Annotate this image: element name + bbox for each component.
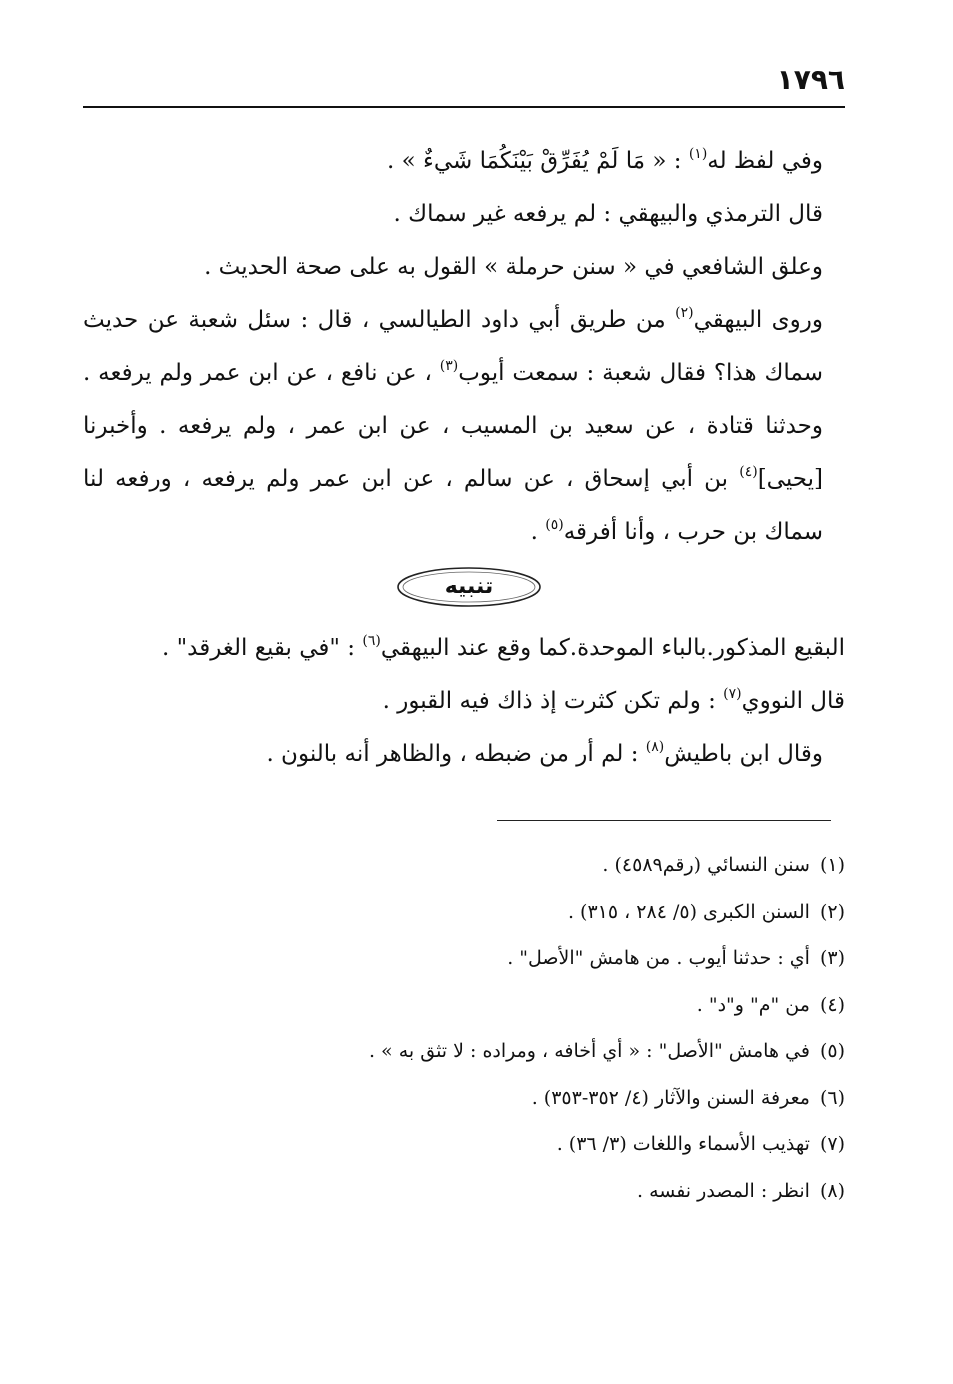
paragraph-text: قال النووي bbox=[741, 688, 845, 714]
page-number: ١٧٩٦ bbox=[776, 63, 845, 96]
footnote-6 bbox=[200, 1075, 845, 1122]
paragraph-text: : ولم تكن كثرت إذ ذاك فيه القبور . bbox=[382, 688, 724, 714]
footnote-5 bbox=[200, 1028, 845, 1075]
footnote-text: أي : حدثنا أيوب . من هامش "الأصل" . bbox=[507, 947, 810, 969]
paragraph-text: وعلق الشافعي في « سنن حرملة » القول به على صحة الحديث . bbox=[204, 254, 823, 280]
paragraph-text: ، عن نافع ، عن ابن عمر ولم يرفعه . وحدثنا قتادة ، عن سعيد بن المسيب ، عن ابن عمر ، ولم يرفعه . وأخبرنا [يحيى] bbox=[83, 360, 823, 492]
footnote-2 bbox=[200, 889, 845, 936]
footnote-number: (٦) bbox=[819, 1086, 845, 1109]
paragraph-tirmidhi bbox=[83, 188, 845, 241]
footnote-number: (٢) bbox=[819, 900, 845, 923]
footnote-ref: (٨) bbox=[645, 739, 665, 755]
footnote-number: (٣) bbox=[819, 947, 845, 969]
footnote-text: في هامش "الأصل" : « أي أخافه ، ومراده : لا تثق به » . bbox=[368, 1040, 810, 1062]
paragraph-text: : « مَا لَمْ يُفَرِّقْ بَيْنَكُمَا شَيءٌ » . bbox=[387, 148, 689, 174]
footnote-number: (١) bbox=[819, 854, 845, 876]
paragraph-text: وقال ابن باطيش bbox=[664, 741, 823, 767]
footnote-number: (٧) bbox=[819, 1133, 845, 1155]
paragraph-text: . bbox=[530, 519, 546, 545]
paragraph-text: وروى البيهقي bbox=[693, 307, 824, 333]
footnote-number: (٨) bbox=[819, 1179, 845, 1202]
notice-heading bbox=[396, 566, 542, 608]
paragraph-lafz bbox=[83, 135, 845, 188]
footnote-7 bbox=[200, 1121, 845, 1168]
paragraph-text: البقيع المذكور.بالباء الموحدة.كما وقع عند البيهقي bbox=[380, 635, 845, 661]
footnote-3 bbox=[200, 935, 845, 982]
footnote-ref: (٢) bbox=[675, 305, 694, 321]
notice-title: تنبيه bbox=[444, 574, 494, 599]
footnote-text: السنن الكبرى (٥/ ٢٨٤ ، ٣١٥) . bbox=[567, 900, 810, 923]
notice-paragraph-batish bbox=[83, 728, 845, 781]
paragraph-text: : "في بقيع الغرقد" . bbox=[161, 635, 363, 661]
paragraph-text: وفي لفظ له bbox=[707, 148, 823, 174]
paragraph-text: : لم أر من ضبطه ، والظاهر أنه بالنون . bbox=[266, 741, 646, 767]
paragraph-text: بن أبي إسحاق ، عن سالم ، عن ابن عمر ولم يرفعه ، ورفعه لنا سماك بن حرب ، وأنا أفرقه bbox=[83, 466, 823, 545]
footnote-ref: (٥) bbox=[545, 517, 564, 533]
paragraph-text: قال الترمذي والبيهقي : لم يرفعه غير سماك . bbox=[393, 201, 823, 227]
header-rule bbox=[83, 106, 845, 108]
paragraph-shafii bbox=[83, 241, 845, 294]
footnotes bbox=[200, 842, 845, 1214]
footnote-ref: (٧) bbox=[723, 686, 742, 702]
footnote-ref: (٣) bbox=[439, 358, 459, 374]
footnote-number: (٤) bbox=[819, 993, 845, 1016]
main-text bbox=[83, 135, 845, 559]
footnote-ref: (٦) bbox=[362, 633, 381, 649]
footnote-text: انظر : المصدر نفسه . bbox=[636, 1179, 810, 1202]
footnote-ref: (١) bbox=[688, 146, 708, 162]
footnote-ref: (٤) bbox=[739, 464, 758, 480]
footnote-1 bbox=[200, 842, 845, 889]
footnote-number: (٥) bbox=[819, 1040, 845, 1062]
footnote-separator bbox=[497, 820, 831, 821]
footnote-8 bbox=[200, 1168, 845, 1215]
footnote-text: معرفة السنن والآثار (٤/ ٣٥٢-٣٥٣) . bbox=[531, 1086, 810, 1109]
notice-paragraph-baqi bbox=[83, 622, 845, 675]
footnote-text: من "م" و"د" . bbox=[696, 993, 810, 1016]
notice-text bbox=[83, 622, 845, 781]
paragraph-text: من طريق أبي داود الطيالسي ، قال : سئل شعبة عن حديث سماك هذا؟ فقال شعبة : سمعت أيوب bbox=[83, 307, 824, 386]
notice-paragraph-nawawi bbox=[83, 675, 845, 728]
paragraph-bayhaqi bbox=[83, 294, 845, 559]
footnote-text: تهذيب الأسماء واللغات (٣/ ٣٦) . bbox=[556, 1133, 810, 1155]
footnote-4 bbox=[200, 982, 845, 1029]
footnote-text: سنن النسائي (رقم٤٥٨٩) . bbox=[602, 854, 810, 876]
